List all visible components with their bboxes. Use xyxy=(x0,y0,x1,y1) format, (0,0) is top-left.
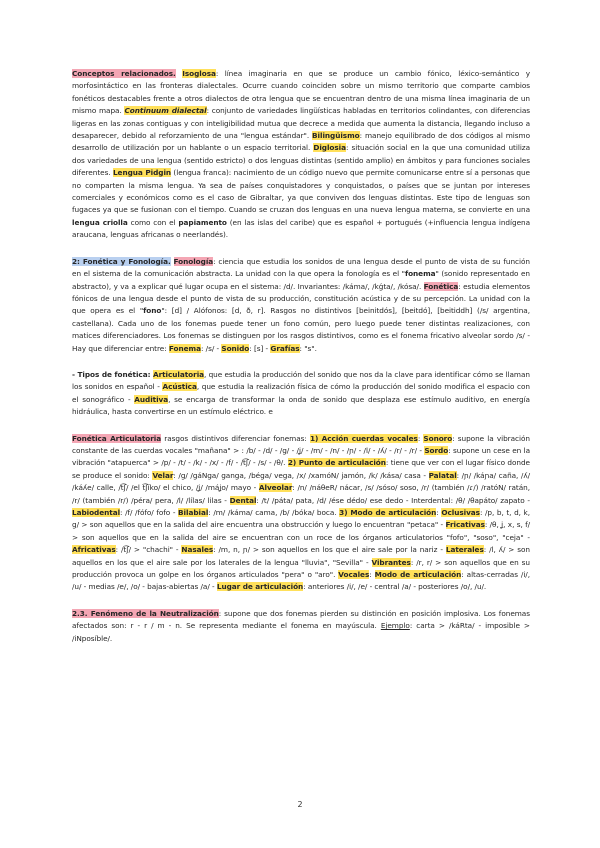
term-labiodental: Labiodental xyxy=(72,508,121,517)
paragraph-neutralizacion xyxy=(72,608,530,645)
text: : ciencia que estudia los sonidos de una lengua desde el punto de vista de su función en el sistema de la comunicación abstracta. La unidad con la que opera la fonología es el " xyxy=(72,256,530,279)
term-dental: Dental xyxy=(229,495,257,505)
text: : /ɲ/ /káɲa/ caña, /ʎ/ /káʎe/ calle, /t͡ʃ/ /el t͡ʃíko/ el chico, /ʝ/ /máʝo/ mayo - xyxy=(72,470,531,493)
text: , que estudia la realización física de cómo la producción del sonido modifica el espacio con el sonográfico - xyxy=(72,382,530,404)
term-fonologia: Fonología xyxy=(173,256,214,266)
text: : /θ, ʝ, x, s, f/ > son aquellos que en la salida del aire se encuentran con un roce de los órganos articulatorios "fofo", "soso", "ceja" - xyxy=(72,520,530,542)
text: : /m, n, ɲ/ > son aquellos en los que el aire sale por la nariz - xyxy=(213,545,446,555)
term-vocales: Vocales xyxy=(338,570,370,580)
heading-fonetica-fonologia: 2: Fonética y Fonología. xyxy=(72,256,171,266)
term-papiamento: papiamento xyxy=(178,217,227,227)
text: ": [d] / Alófonos: [d, ð, r]. Rasgos no distintivos [beinitdós], [beitdó], [beitiddh] (/s/ argentina, castellana). Cada uno de los fonemas puede tener un fono común, pero luego puede tener distintas realizaciones, con matices diferenciadores. Los fonemas se distinguen por los rasgos distintivos, como es el fonema fricativo alveolar sordo /s/ - Hay que diferenciar entre: xyxy=(72,306,530,353)
term-punto-articulacion: 2) Punto de articulación xyxy=(287,458,386,468)
text: : línea imaginaria en que se produce un cambio fónico, léxico-semántico y morfosintáctico en las fronteras dialectales. Ocurre cuando coinciden sobre un mismo territorio que comparte cambios fonéticos destacables frente a otros dialectos de otra lengua que se encuentran dentro de una misma línea imaginaria de un mismo mapa. xyxy=(72,69,530,116)
term-acustica: Acústica xyxy=(162,382,197,392)
text: : supone que dos fonemas pierden su distinción en posición implosiva. Los fonemas afectados son: r - r / m - n. Se representa mediante el fonema en mayúscula. xyxy=(72,608,530,631)
text: : [s] - xyxy=(249,343,271,353)
term-isoglosa: Isoglosa xyxy=(182,69,216,78)
term-modo-articulacion: 3) Modo de articulación xyxy=(339,508,437,517)
text: : /t͡ʃ/ > "chachi" - xyxy=(115,545,182,555)
text: , se encarga de transformar la onda de sonido que desplaza ese estímulo auditivo, en energía hidráulica, hasta convertirse en un estímulo eléctrico. e xyxy=(72,394,530,417)
text: : tiene que ver con el lugar físico donde se produce el sonido: xyxy=(72,458,530,480)
text: : xyxy=(436,508,442,517)
text: : /l, ʎ/ > son aquellos en los que el aire sale por los laterales de la lengua "lluvia", "Sevilla" - xyxy=(72,545,530,567)
paragraph-fonetica-articulatoria xyxy=(72,433,530,594)
term-oclusivas: Oclusivas xyxy=(441,508,480,517)
text: como con el xyxy=(127,217,179,227)
term-diglosia: Diglosia xyxy=(313,143,347,153)
term-africativas: Africativas xyxy=(72,545,116,555)
term-bilabial: Bilabial xyxy=(178,508,209,517)
term-fricativas: Fricativas xyxy=(445,520,485,530)
text: " (sonido representado en abstracto), y va a explicar qué lugar ocupa en el sistema: /d/. Invariantes: /kámа/, /kǵta/, /kósa/. xyxy=(72,269,530,291)
text: : /t/ /páta/ pata, /d/ /ése dédo/ ese dedo - Interdental: /θ/ /θapáto/ zapato - xyxy=(256,495,530,505)
text: : supone la vibración constante de las cuerdas vocales "mañana" > : /b/ - /d/ - /g/ - /ʝ/ - /m/ - /n/ - /ɲ/ - /l/ - /ʎ/ - /r/ - /r/ - xyxy=(72,433,530,455)
paragraph-fonetica-fonologia xyxy=(72,256,530,355)
text: , que estudia la producción del sonido que nos da la clave para identificar cómo se llaman los sonidos en español - xyxy=(72,369,530,392)
text: imposible > /iNposíble/. xyxy=(72,621,530,643)
term-alveolar: Alveolar xyxy=(258,483,293,493)
text: : xyxy=(369,570,375,580)
term-fono: fono xyxy=(143,306,162,316)
term-bilinguismo: Bilingüismo xyxy=(312,131,360,141)
text: : /m/ /káma/ cama, /b/ /bóka/ boca. xyxy=(208,508,340,517)
term-sonoro: Sonoro xyxy=(423,433,453,443)
term-accion-cuerdas: 1) Acción cuerdas vocales xyxy=(309,433,418,443)
text: (en las islas del caribe) que es español + portugués (+influencia lengua indígena araucana, lenguas africanas o neerlandés). xyxy=(72,217,531,240)
term-palatal: Palatal xyxy=(428,470,457,480)
text: : /g/ /gáNga/ ganga, /béga/ vega, /x/ /xamóN/ jamón, /k/ /kása/ casa - xyxy=(173,470,429,480)
heading-fonetica-articulatoria: Fonética Articulatoria xyxy=(72,433,162,443)
term-velar: Velar xyxy=(152,470,174,480)
text: : manejo equilibrado de dos códigos al mismo desarrollo de utilización por un hablante o un espacio territorial. xyxy=(72,131,530,153)
term-nasales: Nasales xyxy=(181,545,214,555)
term-lengua-criolla: lengua criolla xyxy=(72,217,128,227)
term-vocales-lugar: Lugar de articulación xyxy=(216,582,304,592)
text: : supone un cese en la vibración "atapuerca" > /p/ - /t/ - /k/ - /x/ - /f/ - /t͡ʃ/ - /s/ - /θ/. xyxy=(72,445,531,468)
paragraph-tipos-fonetica xyxy=(72,369,530,419)
text: : estudia elementos fónicos de una lengua desde el punto de vista de su producción, constitución acústica y de su percepción. La unidad con la que opera es el " xyxy=(72,281,530,316)
term-fonema-hl: Fonema xyxy=(168,343,201,353)
text: : situación social en la que una comunidad utiliza dos variedades de una lengua (sentido estricto) o dos lenguas distintas (sentido amplio) en ámbitos y para funciones sociales diferentes. xyxy=(72,143,530,178)
text: : /n/ /náθeR/ nácar, /s/ /sóso/ soso, /r/ (también /ɾ/) /ratóN/ ratán, /r/ (también /r/) /péra/ pera, /l/ /lílas/ lilas - xyxy=(72,483,530,505)
text: rasgos distintivos diferenciar fonemas: xyxy=(161,433,310,443)
text: : anteriores /i/, /e/ - central /a/ - posteriores /o/, /u/. xyxy=(303,582,487,592)
text: : /f/ /fófo/ fofo - xyxy=(120,508,179,517)
text: : /s/ - xyxy=(200,343,222,353)
text: : carta > /káRta/ - xyxy=(409,621,486,631)
text: : xyxy=(417,433,424,443)
term-ejemplo: Ejemplo xyxy=(380,621,410,631)
term-auditiva: Auditiva xyxy=(134,394,169,404)
term-fonema: fonema xyxy=(404,269,436,279)
page-body xyxy=(72,68,530,659)
text: : /p, b, t, d, k, g/ > son aquellos que en la salida del aire encuentra una obstrucción y luego lo encuentran "petaca" - xyxy=(72,508,530,530)
text: : "s". xyxy=(299,343,317,353)
term-pidgin: Lengua Pidgin xyxy=(112,168,172,178)
heading-neutralizacion: 2.3. Fenómeno de la Neutralización xyxy=(72,608,219,618)
term-vibrantes: Vibrantes xyxy=(371,557,411,567)
term-sonido: Sonido xyxy=(221,343,250,353)
term-fonetica: Fonética xyxy=(423,281,459,291)
text: : /r, r/ > son aquellos que en su producción provoca un golpe en los órganos articulados "pera" o "aro". xyxy=(72,557,530,580)
term-articulatoria: Articulatoria xyxy=(152,369,205,379)
text: (lengua franca): nacimiento de un código nuevo que permite comunicarse entre sí a personas que no comparten la misma lengua. Ya sea de países conquistadores y conquistados, o países que se juntan por intereses comerciales y económicos como es el caso de Gibraltar, ya que conviven dos lenguas distintas. Este tipo de lenguas son fugaces ya que se fusionan con el tiempo. Cuando se cruzan dos lenguas en una nueva lengua materna, se convierte en una xyxy=(72,168,530,215)
text: : altas-cerradas /i/, /u/ - medias /e/, /o/ - bajas-abiertas /a/ - xyxy=(72,570,530,592)
heading-conceptos: Conceptos relacionados. xyxy=(72,69,176,78)
term-sordo: Sordo xyxy=(424,445,449,455)
term-laterales: Laterales xyxy=(445,545,484,555)
page-number: 2 xyxy=(297,800,303,809)
heading-tipos-fonetica: - Tipos de fonética: xyxy=(72,369,153,379)
term-vocales-modo: Modo de articulación xyxy=(374,570,462,580)
text: : conjunto de variedades lingüísticas habladas en territorios colindantes, con diferencias ligeras en las zonas contiguas y con inteligibilidad mutua que decrece a medida que aumenta la distancia, llegando incluso a desaparecer, debido al reforzamiento de una "lengua estándar". xyxy=(72,106,530,141)
term-grafias: Grafías xyxy=(270,343,300,353)
term-continuum: Continuum dialectal xyxy=(124,106,207,116)
paragraph-conceptos xyxy=(72,68,530,242)
